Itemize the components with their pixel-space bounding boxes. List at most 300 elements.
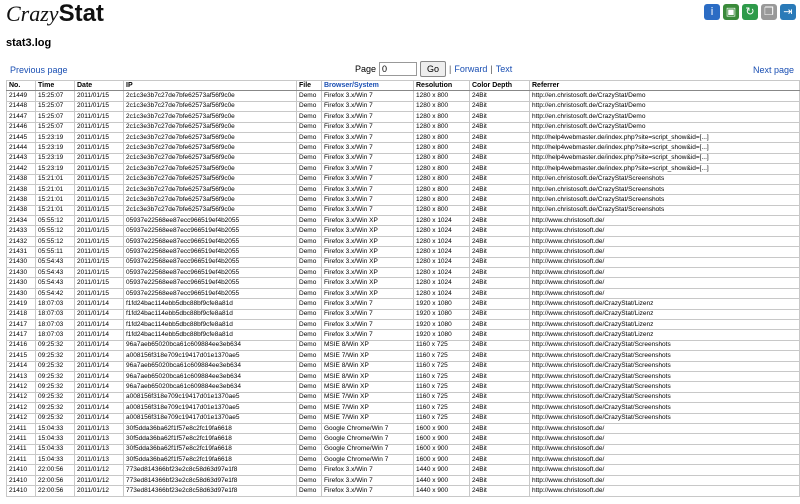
table-cell: 2011/01/15: [75, 268, 124, 278]
table-cell: Demo: [297, 340, 322, 350]
table-cell: 24Bit: [470, 340, 530, 350]
table-cell: 1440 x 900: [414, 465, 470, 475]
table-cell: http://en.christosoft.de/CrazyStat/Screenshots: [530, 174, 800, 184]
table-row: [7, 122, 800, 132]
copy-icon[interactable]: ❐: [761, 4, 777, 20]
table-cell: 2c1c3e3b7c27de7bfe62573af56f9c0e: [124, 153, 297, 163]
table-cell: Firefox 3.x/Win 7: [322, 153, 414, 163]
text-link[interactable]: Text: [495, 64, 513, 74]
table-cell: http://www.christosoft.de/: [530, 444, 800, 454]
table-cell: 2011/01/13: [75, 434, 124, 444]
table-cell: 15:23:19: [36, 143, 75, 153]
table-cell: 2011/01/15: [75, 216, 124, 226]
column-header-ip[interactable]: IP: [124, 81, 297, 91]
table-row: [7, 174, 800, 184]
table-cell: Demo: [297, 361, 322, 371]
table-cell: 773ed814366bf23e2c8c58d63d97e1f8: [124, 465, 297, 475]
table-cell: 21430: [7, 278, 36, 288]
table-cell: 1160 x 725: [414, 403, 470, 413]
table-cell: 05:55:12: [36, 226, 75, 236]
table-cell: 2011/01/15: [75, 184, 124, 194]
table-cell: 2011/01/13: [75, 423, 124, 433]
table-cell: Demo: [297, 112, 322, 122]
table-cell: 2011/01/15: [75, 236, 124, 246]
table-cell: http://en.christosoft.de/CrazyStat/Demo: [530, 101, 800, 111]
table-cell: http://en.christosoft.de/CrazyStat/Demo: [530, 112, 800, 122]
table-cell: http://www.christosoft.de/: [530, 475, 800, 485]
table-cell: Firefox 3.x/Win 7: [322, 132, 414, 142]
table-cell: 21438: [7, 174, 36, 184]
table-cell: Firefox 3.x/Win 7: [322, 330, 414, 340]
table-row: [7, 216, 800, 226]
table-cell: 15:25:07: [36, 112, 75, 122]
table-cell: http://en.christosoft.de/CrazyStat/Demo: [530, 91, 800, 101]
table-cell: 21410: [7, 475, 36, 485]
logo-text-stat: Stat: [58, 0, 104, 27]
table-cell: 21415: [7, 351, 36, 361]
table-cell: 24Bit: [470, 455, 530, 465]
table-cell: http://www.christosoft.de/: [530, 236, 800, 246]
table-cell: MSIE 7/Win XP: [322, 351, 414, 361]
column-header-referrer[interactable]: Referrer: [530, 81, 800, 91]
table-cell: 30f5dda36ba62f1f57e8c2fc19fa6618: [124, 423, 297, 433]
table-row: [7, 226, 800, 236]
table-cell: 21442: [7, 164, 36, 174]
table-cell: http://www.christosoft.de/CrazyStat/Screenshots: [530, 392, 800, 402]
next-page-link[interactable]: Next page: [752, 65, 794, 75]
table-cell: 2011/01/14: [75, 361, 124, 371]
monitor-icon[interactable]: ▣: [723, 4, 739, 20]
table-cell: 24Bit: [470, 361, 530, 371]
table-row: [7, 205, 800, 215]
table-cell: Demo: [297, 184, 322, 194]
table-cell: http://en.christosoft.de/CrazyStat/Demo: [530, 122, 800, 132]
table-cell: Demo: [297, 351, 322, 361]
table-cell: Firefox 3.x/Win 7: [322, 184, 414, 194]
table-cell: 1280 x 800: [414, 174, 470, 184]
table-row: [7, 361, 800, 371]
table-cell: 2011/01/14: [75, 382, 124, 392]
table-cell: 15:21:01: [36, 195, 75, 205]
table-cell: a008156f318e709c19417d01e1370ae5: [124, 392, 297, 402]
table-cell: Demo: [297, 132, 322, 142]
table-cell: http://www.christosoft.de/: [530, 278, 800, 288]
table-cell: http://www.christosoft.de/CrazyStat/Lizenz: [530, 299, 800, 309]
table-body: [7, 91, 800, 496]
table-cell: Firefox 3.x/Win 7: [322, 299, 414, 309]
table-cell: 1160 x 725: [414, 371, 470, 381]
table-cell: 2011/01/14: [75, 351, 124, 361]
column-header-color-depth[interactable]: Color Depth: [470, 81, 530, 91]
table-row: [7, 319, 800, 329]
table-cell: 2011/01/14: [75, 340, 124, 350]
table-cell: 18:07:03: [36, 330, 75, 340]
table-row: [7, 382, 800, 392]
table-cell: 15:21:01: [36, 174, 75, 184]
table-cell: http://help4webmaster.de/index.php?site=script_show&id=[...]: [530, 143, 800, 153]
logo-text-crazy: Crazy: [6, 1, 59, 26]
table-cell: http://www.christosoft.de/CrazyStat/Screenshots: [530, 351, 800, 361]
table-cell: 05937e22568ee87ecc966519ef4b2055: [124, 226, 297, 236]
table-cell: 24Bit: [470, 226, 530, 236]
table-cell: 21448: [7, 101, 36, 111]
table-cell: 21411: [7, 455, 36, 465]
table-cell: f1fd24bac114ebb5dbc88bf9cfe8a81d: [124, 309, 297, 319]
table-cell: 1920 x 1080: [414, 309, 470, 319]
table-cell: Firefox 3.x/Win XP: [322, 247, 414, 257]
table-cell: 18:07:03: [36, 299, 75, 309]
table-cell: MSIE 7/Win XP: [322, 413, 414, 423]
table-cell: 05937e22568ee87ecc966519ef4b2055: [124, 278, 297, 288]
table-cell: 96a7aeb65020bca61c609884ee3eb634: [124, 361, 297, 371]
table-cell: 2011/01/15: [75, 174, 124, 184]
table-cell: 24Bit: [470, 216, 530, 226]
page-title: stat3.log: [6, 37, 52, 49]
table-cell: http://www.christosoft.de/: [530, 257, 800, 267]
table-cell: 1280 x 1024: [414, 278, 470, 288]
table-cell: Firefox 3.x/Win 7: [322, 309, 414, 319]
table-cell: Google Chrome/Win 7: [322, 423, 414, 433]
table-cell: 96a7aeb65020bca61c609884ee3eb634: [124, 382, 297, 392]
table-cell: Firefox 3.x/Win XP: [322, 216, 414, 226]
table-cell: Firefox 3.x/Win XP: [322, 288, 414, 298]
table-cell: 24Bit: [470, 101, 530, 111]
table-cell: 24Bit: [470, 112, 530, 122]
table-cell: f1fd24bac114ebb5dbc88bf9cfe8a81d: [124, 330, 297, 340]
table-cell: 1280 x 1024: [414, 247, 470, 257]
previous-page-link[interactable]: Previous page: [10, 65, 68, 75]
table-cell: Firefox 3.x/Win 7: [322, 164, 414, 174]
table-cell: 21430: [7, 288, 36, 298]
table-cell: 24Bit: [470, 278, 530, 288]
table-cell: http://en.christosoft.de/CrazyStat/Screenshots: [530, 184, 800, 194]
table-cell: Demo: [297, 413, 322, 423]
table-cell: a008156f318e709c19417d01e1370ae5: [124, 403, 297, 413]
table-cell: 21438: [7, 184, 36, 194]
table-cell: Google Chrome/Win 7: [322, 455, 414, 465]
table-cell: 24Bit: [470, 132, 530, 142]
table-row: [7, 434, 800, 444]
table-cell: Firefox 3.x/Win 7: [322, 195, 414, 205]
refresh-icon[interactable]: ↻: [742, 4, 758, 20]
table-cell: 1440 x 900: [414, 486, 470, 496]
table-row: [7, 413, 800, 423]
table-cell: 2011/01/15: [75, 205, 124, 215]
table-cell: 2c1c3e3b7c27de7bfe62573af56f9c0e: [124, 132, 297, 142]
table-cell: 09:25:32: [36, 392, 75, 402]
table-cell: 18:07:03: [36, 319, 75, 329]
table-cell: Demo: [297, 475, 322, 485]
table-cell: 15:21:01: [36, 184, 75, 194]
table-cell: 15:04:33: [36, 423, 75, 433]
table-cell: 21446: [7, 122, 36, 132]
table-cell: Firefox 3.x/Win 7: [322, 143, 414, 153]
table-cell: http://en.christosoft.de/CrazyStat/Screenshots: [530, 205, 800, 215]
table-cell: 2011/01/14: [75, 330, 124, 340]
go-button[interactable]: Go: [420, 61, 446, 77]
column-header-file[interactable]: File: [297, 81, 322, 91]
table-cell: 30f5dda36ba62f1f57e8c2fc19fa6618: [124, 444, 297, 454]
table-cell: 15:25:07: [36, 101, 75, 111]
table-cell: Demo: [297, 268, 322, 278]
table-cell: 2011/01/14: [75, 309, 124, 319]
table-cell: Demo: [297, 216, 322, 226]
table-cell: Demo: [297, 236, 322, 246]
table-cell: 24Bit: [470, 143, 530, 153]
table-cell: 24Bit: [470, 403, 530, 413]
table-cell: http://help4webmaster.de/index.php?site=script_show&id=[...]: [530, 132, 800, 142]
table-cell: f1fd24bac114ebb5dbc88bf9cfe8a81d: [124, 299, 297, 309]
toolbar: [704, 4, 796, 20]
table-cell: http://www.christosoft.de/CrazyStat/Screenshots: [530, 371, 800, 381]
table-cell: Firefox 3.x/Win XP: [322, 236, 414, 246]
table-row: [7, 268, 800, 278]
table-cell: http://www.christosoft.de/: [530, 423, 800, 433]
table-cell: Demo: [297, 174, 322, 184]
table-cell: 2011/01/15: [75, 132, 124, 142]
table-cell: 05937e22568ee87ecc966519ef4b2055: [124, 236, 297, 246]
table-cell: 15:23:19: [36, 153, 75, 163]
table-row: [7, 288, 800, 298]
table-cell: 2011/01/13: [75, 455, 124, 465]
table-cell: 21431: [7, 247, 36, 257]
table-cell: 1160 x 725: [414, 340, 470, 350]
table-row: [7, 236, 800, 246]
table-cell: 09:25:32: [36, 413, 75, 423]
table-cell: Demo: [297, 195, 322, 205]
table-cell: 1160 x 725: [414, 392, 470, 402]
table-cell: 1280 x 800: [414, 153, 470, 163]
table-cell: Firefox 3.x/Win 7: [322, 174, 414, 184]
table-cell: 2c1c3e3b7c27de7bfe62573af56f9c0e: [124, 174, 297, 184]
table-cell: 1920 x 1080: [414, 319, 470, 329]
table-cell: 18:07:03: [36, 309, 75, 319]
table-cell: 24Bit: [470, 475, 530, 485]
table-row: [7, 247, 800, 257]
table-cell: Demo: [297, 153, 322, 163]
table-cell: 21417: [7, 330, 36, 340]
table-cell: Firefox 3.x/Win 7: [322, 91, 414, 101]
table-cell: 09:25:32: [36, 371, 75, 381]
table-cell: 21412: [7, 392, 36, 402]
table-cell: 21430: [7, 268, 36, 278]
table-cell: 22:00:56: [36, 486, 75, 496]
table-cell: Demo: [297, 486, 322, 496]
column-header-date[interactable]: Date: [75, 81, 124, 91]
table-cell: 2c1c3e3b7c27de7bfe62573af56f9c0e: [124, 112, 297, 122]
table-cell: Google Chrome/Win 7: [322, 444, 414, 454]
table-cell: 24Bit: [470, 268, 530, 278]
table-cell: 24Bit: [470, 465, 530, 475]
table-cell: 05:54:43: [36, 257, 75, 267]
table-cell: Demo: [297, 226, 322, 236]
table-cell: http://www.christosoft.de/: [530, 455, 800, 465]
table-cell: 21410: [7, 465, 36, 475]
crazystat-logo: [6, 0, 104, 28]
table-cell: Demo: [297, 122, 322, 132]
table-cell: 21412: [7, 403, 36, 413]
table-row: [7, 444, 800, 454]
table-row: [7, 278, 800, 288]
table-cell: 09:25:32: [36, 340, 75, 350]
pagination-bar: [0, 61, 800, 79]
table-cell: MSIE 7/Win XP: [322, 403, 414, 413]
table-cell: 1160 x 725: [414, 351, 470, 361]
table-cell: http://www.christosoft.de/: [530, 434, 800, 444]
table-cell: Demo: [297, 434, 322, 444]
table-cell: http://www.christosoft.de/: [530, 216, 800, 226]
table-cell: http://www.christosoft.de/CrazyStat/Lizenz: [530, 330, 800, 340]
table-cell: MSIE 7/Win XP: [322, 392, 414, 402]
table-cell: 21410: [7, 486, 36, 496]
table-cell: 24Bit: [470, 122, 530, 132]
table-row: [7, 153, 800, 163]
table-cell: Demo: [297, 247, 322, 257]
table-row: [7, 309, 800, 319]
table-cell: 09:25:32: [36, 403, 75, 413]
table-cell: Demo: [297, 164, 322, 174]
table-cell: 09:25:32: [36, 382, 75, 392]
table-cell: 2011/01/15: [75, 153, 124, 163]
table-cell: 21412: [7, 413, 36, 423]
table-cell: Firefox 3.x/Win XP: [322, 226, 414, 236]
table-cell: 2011/01/15: [75, 247, 124, 257]
table-cell: 09:25:32: [36, 361, 75, 371]
table-cell: 24Bit: [470, 257, 530, 267]
table-cell: 1280 x 800: [414, 122, 470, 132]
table-cell: 24Bit: [470, 392, 530, 402]
table-cell: 15:23:19: [36, 132, 75, 142]
table-cell: 21432: [7, 236, 36, 246]
table-cell: 24Bit: [470, 91, 530, 101]
table-cell: Demo: [297, 465, 322, 475]
table-row: [7, 132, 800, 142]
table-cell: Firefox 3.x/Win 7: [322, 101, 414, 111]
column-header-time[interactable]: Time: [36, 81, 75, 91]
table-cell: 15:25:07: [36, 91, 75, 101]
table-cell: 2011/01/14: [75, 403, 124, 413]
table-cell: 15:04:33: [36, 455, 75, 465]
table-cell: Demo: [297, 205, 322, 215]
table-cell: 21445: [7, 132, 36, 142]
table-cell: 1600 x 900: [414, 444, 470, 454]
table-cell: http://www.christosoft.de/CrazyStat/Lizenz: [530, 319, 800, 329]
table-cell: 21449: [7, 91, 36, 101]
table-cell: 1160 x 725: [414, 413, 470, 423]
table-cell: Demo: [297, 392, 322, 402]
table-cell: 1920 x 1080: [414, 330, 470, 340]
table-cell: 2c1c3e3b7c27de7bfe62573af56f9c0e: [124, 195, 297, 205]
table-cell: 05937e22568ee87ecc966519ef4b2055: [124, 268, 297, 278]
table-cell: Firefox 3.x/Win 7: [322, 205, 414, 215]
table-cell: 24Bit: [470, 371, 530, 381]
table-cell: 15:25:07: [36, 122, 75, 132]
table-header-row: [7, 81, 800, 91]
table-cell: 30f5dda36ba62f1f57e8c2fc19fa6618: [124, 434, 297, 444]
table-cell: 05:55:12: [36, 216, 75, 226]
table-cell: Firefox 3.x/Win 7: [322, 465, 414, 475]
table-cell: 1280 x 800: [414, 91, 470, 101]
table-row: [7, 195, 800, 205]
table-cell: http://www.christosoft.de/: [530, 465, 800, 475]
table-cell: Demo: [297, 101, 322, 111]
exit-icon[interactable]: ⇥: [780, 4, 796, 20]
page-jump: [355, 61, 512, 77]
table-cell: 24Bit: [470, 382, 530, 392]
log-table: [6, 80, 800, 497]
table-cell: 2011/01/15: [75, 226, 124, 236]
table-cell: http://www.christosoft.de/: [530, 268, 800, 278]
table-cell: Demo: [297, 288, 322, 298]
info-icon[interactable]: i: [704, 4, 720, 20]
table-cell: 05937e22568ee87ecc966519ef4b2055: [124, 216, 297, 226]
table-cell: 24Bit: [470, 247, 530, 257]
table-cell: Demo: [297, 319, 322, 329]
table-cell: http://www.christosoft.de/CrazyStat/Screenshots: [530, 340, 800, 350]
table-cell: MSIE 8/Win XP: [322, 361, 414, 371]
table-cell: 21411: [7, 434, 36, 444]
page-number-input[interactable]: [379, 62, 417, 76]
table-cell: 2011/01/14: [75, 413, 124, 423]
table-cell: Demo: [297, 143, 322, 153]
table-cell: 1600 x 900: [414, 434, 470, 444]
table-cell: 24Bit: [470, 299, 530, 309]
table-cell: 05:54:43: [36, 268, 75, 278]
table-cell: 2011/01/14: [75, 371, 124, 381]
table-cell: 21412: [7, 382, 36, 392]
forward-link[interactable]: Forward: [454, 64, 488, 74]
separator: |: [490, 64, 493, 74]
table-cell: 05937e22568ee87ecc966519ef4b2055: [124, 288, 297, 298]
table-cell: 2c1c3e3b7c27de7bfe62573af56f9c0e: [124, 184, 297, 194]
table-cell: 24Bit: [470, 153, 530, 163]
table-cell: 2011/01/15: [75, 195, 124, 205]
table-cell: Demo: [297, 371, 322, 381]
column-header-no[interactable]: No.: [7, 81, 36, 91]
table-cell: 24Bit: [470, 309, 530, 319]
table-cell: 2011/01/15: [75, 164, 124, 174]
table-cell: http://www.christosoft.de/CrazyStat/Lizenz: [530, 309, 800, 319]
table-row: [7, 184, 800, 194]
table-cell: http://www.christosoft.de/CrazyStat/Screenshots: [530, 361, 800, 371]
table-cell: 24Bit: [470, 164, 530, 174]
table-cell: 05:55:12: [36, 236, 75, 246]
table-cell: http://www.christosoft.de/: [530, 247, 800, 257]
table-cell: Firefox 3.x/Win 7: [322, 122, 414, 132]
table-cell: 2011/01/15: [75, 278, 124, 288]
table-cell: http://help4webmaster.de/index.php?site=script_show&id=[...]: [530, 153, 800, 163]
table-cell: 1280 x 800: [414, 132, 470, 142]
table-cell: 22:00:56: [36, 465, 75, 475]
table-cell: 2011/01/14: [75, 299, 124, 309]
table-row: [7, 486, 800, 496]
table-cell: 15:23:19: [36, 164, 75, 174]
table-cell: 1920 x 1080: [414, 299, 470, 309]
table-cell: 1160 x 725: [414, 382, 470, 392]
table-cell: 1280 x 800: [414, 112, 470, 122]
column-header-browser-system[interactable]: Browser/System: [322, 81, 414, 91]
table-cell: Demo: [297, 91, 322, 101]
table-cell: 2c1c3e3b7c27de7bfe62573af56f9c0e: [124, 143, 297, 153]
table-cell: 1160 x 725: [414, 361, 470, 371]
column-header-resolution[interactable]: Resolution: [414, 81, 470, 91]
table-cell: a008156f318e709c19417d01e1370ae5: [124, 413, 297, 423]
table-cell: 22:00:56: [36, 475, 75, 485]
table-cell: 24Bit: [470, 205, 530, 215]
table-cell: 2011/01/15: [75, 122, 124, 132]
table-cell: Demo: [297, 257, 322, 267]
table-cell: 15:04:33: [36, 434, 75, 444]
